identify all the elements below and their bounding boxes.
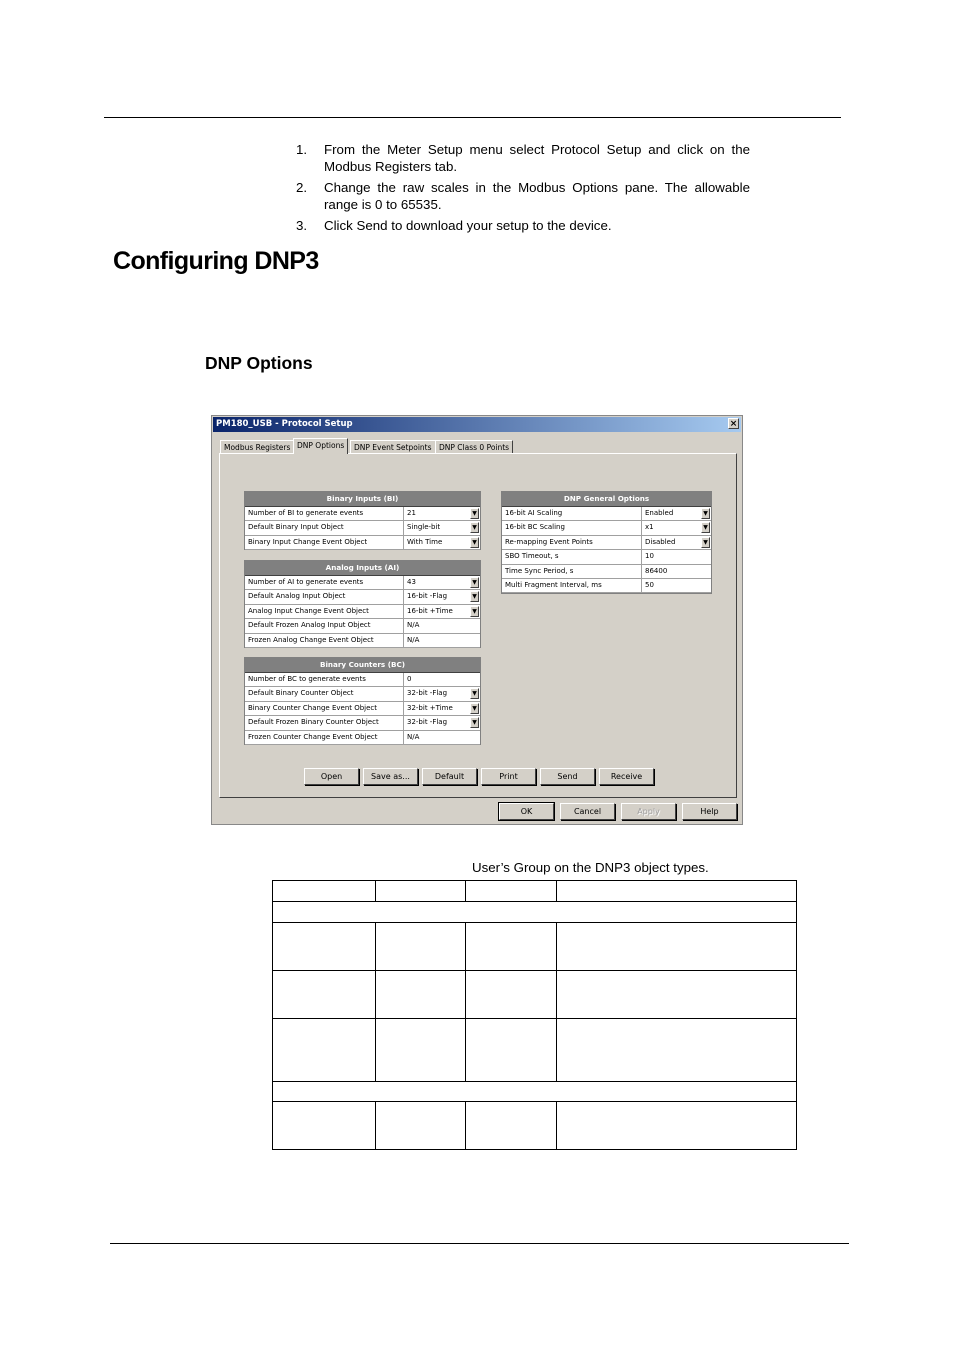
grid-row <box>245 576 480 590</box>
grid-title: Binary Counters (BC) <box>245 658 480 673</box>
receive-button[interactable]: Receive <box>599 768 654 785</box>
row-value[interactable]: 16-bit -Flag ▼ <box>404 590 480 603</box>
row-label: Multi Fragment Interval, ms <box>502 579 642 592</box>
table-row <box>273 881 797 902</box>
row-label: Number of BI to generate events <box>245 507 404 520</box>
row-value[interactable]: 16-bit +Time ▼ <box>404 605 480 618</box>
binary-counters-grid <box>244 657 481 745</box>
dropdown-arrow-icon[interactable]: ▼ <box>470 606 479 617</box>
dropdown-arrow-icon[interactable]: ▼ <box>470 688 479 699</box>
row-value[interactable]: 50 <box>645 580 654 589</box>
grid-row <box>245 634 480 648</box>
row-value[interactable]: 0 <box>407 675 412 683</box>
binary-inputs-grid <box>244 491 481 550</box>
grid-row <box>245 605 480 619</box>
row-value[interactable]: 43 ▼ <box>404 576 480 589</box>
row-label: Default Frozen Binary Counter Object <box>245 716 404 729</box>
row-label: Number of AI to generate events <box>245 576 404 589</box>
row-label: Default Analog Input Object <box>245 590 404 603</box>
apply-button[interactable]: Apply <box>621 803 676 820</box>
send-button[interactable]: Send <box>540 768 595 785</box>
grid-title: DNP General Options <box>502 492 711 507</box>
grid-title: Binary Inputs (BI) <box>245 492 480 507</box>
row-value: N/A <box>407 621 420 630</box>
row-label: SBO Timeout, s <box>502 550 642 563</box>
grid-row <box>245 731 480 745</box>
table-caption: User’s Group on the DNP3 object types. <box>472 860 709 875</box>
grid-row <box>502 579 711 593</box>
print-button[interactable]: Print <box>481 768 536 785</box>
ok-button[interactable]: OK <box>499 803 554 820</box>
row-label: 16-bit BC Scaling <box>502 521 642 534</box>
row-label: Default Binary Counter Object <box>245 687 404 700</box>
table-row <box>273 923 797 971</box>
row-value[interactable]: Disabled ▼ <box>642 536 711 549</box>
dialog-titlebar <box>213 417 741 432</box>
row-value[interactable]: With Time ▼ <box>404 536 480 549</box>
row-label: Analog Input Change Event Object <box>245 605 404 618</box>
dnp-options-panel <box>219 453 737 798</box>
grid-row <box>245 521 480 535</box>
tab-dnp-event-setpoints[interactable]: DNP Event Setpoints <box>350 440 436 453</box>
row-value[interactable]: Enabled ▼ <box>642 507 711 520</box>
row-value[interactable]: 32-bit -Flag ▼ <box>404 716 480 729</box>
row-value[interactable]: 32-bit -Flag ▼ <box>404 687 480 700</box>
grid-row <box>245 536 480 550</box>
step-1: 1. From the Meter Setup menu select Protocol Setup and click on the Modbus Registers tab. <box>296 142 750 174</box>
analog-inputs-grid <box>244 560 481 648</box>
dropdown-arrow-icon[interactable]: ▼ <box>470 522 479 533</box>
dropdown-arrow-icon[interactable]: ▼ <box>470 703 479 714</box>
row-label: 16-bit AI Scaling <box>502 507 642 520</box>
row-label: Binary Counter Change Event Object <box>245 702 404 715</box>
table-row <box>273 1102 797 1150</box>
row-label: Binary Input Change Event Object <box>245 536 404 549</box>
default-button[interactable]: Default <box>422 768 477 785</box>
table-row <box>273 1082 797 1102</box>
section-heading: Configuring DNP3 <box>113 247 319 275</box>
cancel-button[interactable]: Cancel <box>560 803 615 820</box>
dropdown-arrow-icon[interactable]: ▼ <box>701 522 710 533</box>
dropdown-arrow-icon[interactable]: ▼ <box>470 717 479 728</box>
row-label: Default Frozen Analog Input Object <box>245 619 404 632</box>
row-label: Frozen Analog Change Event Object <box>245 634 404 647</box>
grid-row <box>245 716 480 730</box>
grid-row <box>245 619 480 633</box>
dropdown-arrow-icon[interactable]: ▼ <box>470 591 479 602</box>
instruction-list <box>290 141 750 238</box>
dropdown-arrow-icon[interactable]: ▼ <box>470 537 479 548</box>
step-2: 2. Change the raw scales in the Modbus Options pane. The allowable range is 0 to 65535. <box>296 180 750 212</box>
row-label: Re-mapping Event Points <box>502 536 642 549</box>
grid-row <box>245 673 480 687</box>
row-label: Time Sync Period, s <box>502 565 642 578</box>
dnp-object-table <box>272 880 797 1150</box>
row-value[interactable]: 86400 <box>645 566 668 575</box>
grid-row <box>245 687 480 701</box>
step-3: 3. Click Send to download your setup to the device. <box>296 218 612 233</box>
table-row <box>273 1019 797 1082</box>
table-row <box>273 902 797 923</box>
grid-row <box>245 590 480 604</box>
dialog-title: PM180_USB - Protocol Setup <box>216 419 353 429</box>
close-icon[interactable]: × <box>729 419 738 429</box>
open-button[interactable]: Open <box>304 768 359 785</box>
dropdown-arrow-icon[interactable]: ▼ <box>701 508 710 519</box>
row-label: Number of BC to generate events <box>245 673 404 686</box>
grid-row <box>502 550 711 564</box>
dropdown-arrow-icon[interactable]: ▼ <box>701 537 710 548</box>
grid-row <box>502 565 711 579</box>
tab-modbus-registers[interactable]: Modbus Registers <box>220 440 294 453</box>
grid-row <box>502 536 711 550</box>
dnp-general-options-grid <box>501 491 712 594</box>
footer-rule <box>110 1243 849 1244</box>
dropdown-arrow-icon[interactable]: ▼ <box>470 508 479 519</box>
row-label: Frozen Counter Change Event Object <box>245 731 404 744</box>
row-value[interactable]: Single-bit ▼ <box>404 521 480 534</box>
grid-row <box>502 521 711 535</box>
row-value: N/A <box>407 732 420 741</box>
row-value[interactable]: 32-bit +Time ▼ <box>404 702 480 715</box>
subsection-heading: DNP Options <box>205 353 313 373</box>
protocol-setup-dialog <box>211 415 743 825</box>
save-as-button[interactable]: Save as... <box>363 768 418 785</box>
grid-row <box>245 702 480 716</box>
grid-title: Analog Inputs (AI) <box>245 561 480 576</box>
help-button[interactable]: Help <box>682 803 737 820</box>
row-value[interactable]: 21 ▼ <box>404 507 480 520</box>
tab-dnp-options[interactable]: DNP Options <box>293 438 348 454</box>
grid-row <box>245 507 480 521</box>
tab-dnp-class0-points[interactable]: DNP Class 0 Points <box>435 440 513 453</box>
row-value: N/A <box>407 635 420 644</box>
dropdown-arrow-icon[interactable]: ▼ <box>470 577 479 588</box>
row-label: Default Binary Input Object <box>245 521 404 534</box>
row-value[interactable]: x1 ▼ <box>642 521 711 534</box>
header-rule <box>104 117 841 118</box>
row-value[interactable]: 10 <box>645 552 654 561</box>
grid-row <box>502 507 711 521</box>
table-row <box>273 971 797 1019</box>
